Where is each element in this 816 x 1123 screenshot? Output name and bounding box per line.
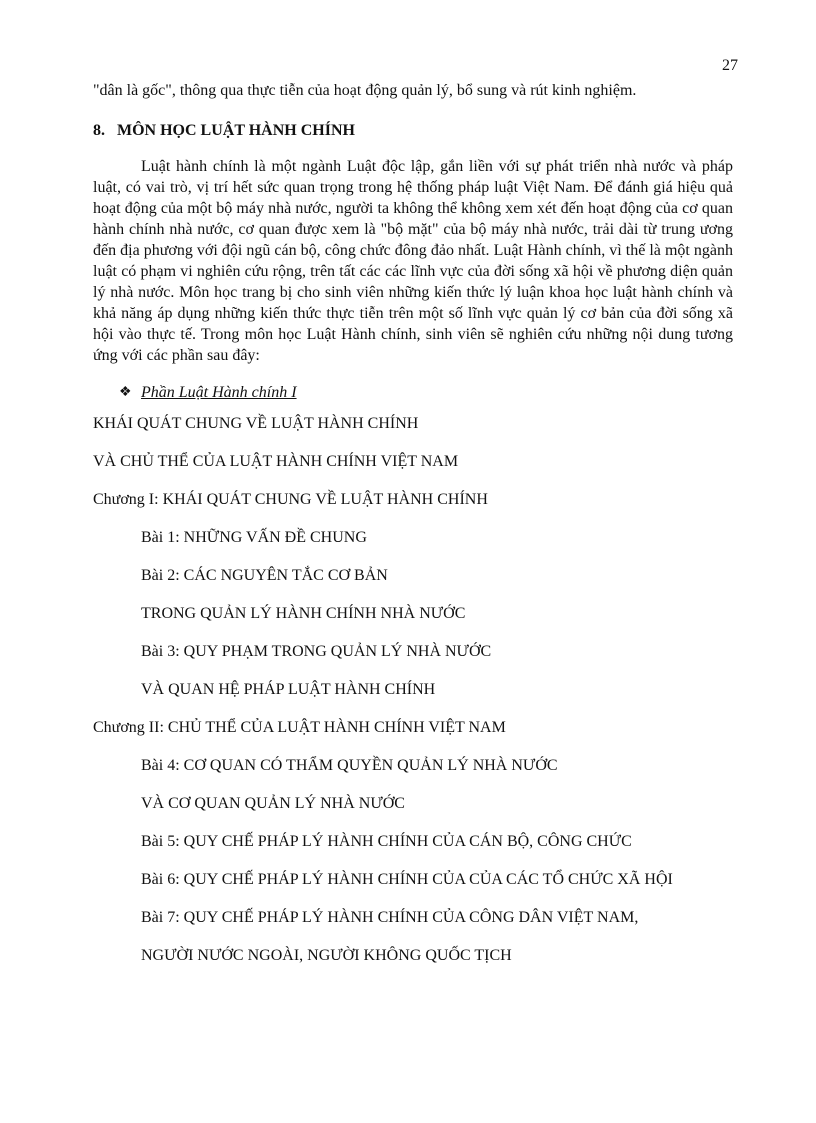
contents-line: VÀ CƠ QUAN QUẢN LÝ NHÀ NƯỚC: [141, 795, 405, 812]
diamond-bullet-icon: ❖: [119, 385, 132, 400]
contents-line: Bài 5: QUY CHẾ PHÁP LÝ HÀNH CHÍNH CỦA CÁN BỘ, CÔNG CHỨC: [141, 833, 632, 850]
continued-paragraph: "dân là gốc", thông qua thực tiễn của hoạt động quản lý, bổ sung và rút kinh nghiệm.: [93, 82, 637, 99]
contents-line: Bài 7: QUY CHẾ PHÁP LÝ HÀNH CHÍNH CỦA CÔNG DÂN VIỆT NAM,: [141, 909, 639, 926]
part-heading: [93, 381, 733, 405]
contents-line: Chương II: CHỦ THỂ CỦA LUẬT HÀNH CHÍNH VIỆT NAM: [93, 719, 506, 736]
page-number: 27: [722, 57, 738, 74]
intro-paragraph: Luật hành chính là một ngành Luật độc lập, gắn liền với sự phát triển nhà nước và pháp luật, có vai trò, vị trí hết sức quan trọng trong hệ thống pháp luật Việt Nam. Để đánh giá hiệu quả hoạt động của một bộ máy nhà nước, người ta không thể không xem xét đến hoạt động của cơ quan hành chính nhà nước, cơ quan được xem là "bộ mặt" của bộ máy nhà nước, trải dài từ trung ương đến địa phương với đội ngũ cán bộ, công chức đông đảo nhất. Luật Hành chính, vì thế là một ngành luật có phạm vi nghiên cứu rộng, trên tất các các lĩnh vực của đời sống xã hội về phương diện quản lý nhà nước. Môn học trang bị cho sinh viên những kiến thức lý luận khoa học luật hành chính và khả năng áp dụng những kiến thức thực tiễn trên một số lĩnh vực quản lý cơ bản của đời sống xã hội vào thực tế. Trong môn học Luật Hành chính, sinh viên sẽ nghiên cứu những nội dung tương ứng với các phần sau đây:: [93, 158, 733, 364]
document-body: [93, 79, 733, 975]
part-title: Phần Luật Hành chính I: [141, 384, 297, 401]
contents-line: Bài 4: CƠ QUAN CÓ THẨM QUYỀN QUẢN LÝ NHÀ NƯỚC: [141, 757, 558, 774]
contents-line: TRONG QUẢN LÝ HÀNH CHÍNH NHÀ NƯỚC: [141, 605, 466, 622]
contents-list: [93, 405, 733, 975]
section-number: 8.: [93, 122, 105, 139]
section-title: MÔN HỌC LUẬT HÀNH CHÍNH: [117, 122, 355, 139]
contents-line: VÀ CHỦ THỂ CỦA LUẬT HÀNH CHÍNH VIỆT NAM: [93, 453, 459, 470]
contents-line: Bài 6: QUY CHẾ PHÁP LÝ HÀNH CHÍNH CỦA CỦA CÁC TỔ CHỨC XÃ HỘI: [141, 871, 673, 888]
contents-line: Bài 3: QUY PHẠM TRONG QUẢN LÝ NHÀ NƯỚC: [141, 643, 492, 660]
contents-line: Bài 1: NHỮNG VẤN ĐỀ CHUNG: [141, 529, 367, 546]
contents-line: NGƯỜI NƯỚC NGOÀI, NGƯỜI KHÔNG QUỐC TỊCH: [141, 947, 512, 964]
section-heading: [93, 122, 733, 140]
contents-line: KHÁI QUÁT CHUNG VỀ LUẬT HÀNH CHÍNH: [93, 415, 419, 432]
contents-line: VÀ QUAN HỆ PHÁP LUẬT HÀNH CHÍNH: [141, 681, 436, 698]
contents-line: Chương I: KHÁI QUÁT CHUNG VỀ LUẬT HÀNH CHÍNH: [93, 491, 488, 508]
contents-line: Bài 2: CÁC NGUYÊN TẮC CƠ BẢN: [141, 567, 388, 584]
